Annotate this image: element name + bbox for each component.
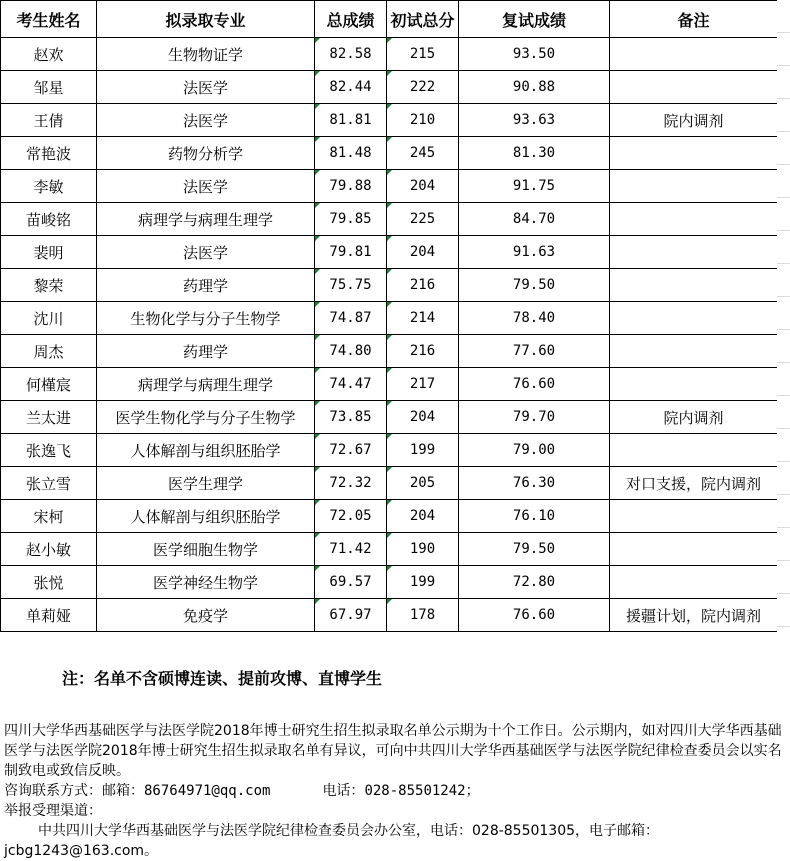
cell-remark bbox=[610, 533, 778, 566]
report-text: 中共四川大学华西基础医学与法医学院纪律检查委员会办公室，电话：028-85501305，电子邮箱： bbox=[38, 823, 660, 839]
cell-retest-score: 72.80 bbox=[459, 566, 610, 599]
cell-name: 黎荣 bbox=[1, 269, 97, 302]
table-row bbox=[1, 269, 778, 302]
cell-total-score: 67.97 bbox=[315, 599, 387, 632]
contact-label: 咨询联系方式：邮箱： bbox=[4, 783, 144, 799]
cell-name: 张悦 bbox=[1, 566, 97, 599]
cell-initial-score: 216 bbox=[387, 269, 459, 302]
cell-major: 生物化学与分子生物学 bbox=[97, 302, 315, 335]
cell-initial-score: 205 bbox=[387, 467, 459, 500]
cell-initial-score: 222 bbox=[387, 71, 459, 104]
cell-remark bbox=[610, 170, 778, 203]
table-row bbox=[1, 599, 778, 632]
cell-total-score: 72.32 bbox=[315, 467, 387, 500]
cell-initial-score: 178 bbox=[387, 599, 459, 632]
cell-retest-score: 84.70 bbox=[459, 203, 610, 236]
table-row bbox=[1, 302, 778, 335]
table-row bbox=[1, 104, 778, 137]
cell-initial-score: 245 bbox=[387, 137, 459, 170]
cell-major: 药理学 bbox=[97, 269, 315, 302]
cell-remark: 对口支援，院内调剂 bbox=[610, 467, 778, 500]
cell-remark bbox=[610, 335, 778, 368]
cell-major: 医学生物化学与分子生物学 bbox=[97, 401, 315, 434]
cell-name: 兰太进 bbox=[1, 401, 97, 434]
cell-remark bbox=[610, 38, 778, 71]
cell-major: 人体解剖与组织胚胎学 bbox=[97, 434, 315, 467]
table-row bbox=[1, 137, 778, 170]
cell-name: 何槿宸 bbox=[1, 368, 97, 401]
cell-remark: 援疆计划，院内调剂 bbox=[610, 599, 778, 632]
cell-name: 张逸飞 bbox=[1, 434, 97, 467]
cell-retest-score: 79.70 bbox=[459, 401, 610, 434]
cell-total-score: 79.81 bbox=[315, 236, 387, 269]
phone-label: 电话： bbox=[322, 783, 365, 799]
cell-remark bbox=[610, 302, 778, 335]
cell-major: 生物物证学 bbox=[97, 38, 315, 71]
cell-initial-score: 199 bbox=[387, 434, 459, 467]
table-body bbox=[1, 38, 778, 632]
cell-name: 张立雪 bbox=[1, 467, 97, 500]
cell-total-score: 73.85 bbox=[315, 401, 387, 434]
cell-total-score: 81.81 bbox=[315, 104, 387, 137]
cell-total-score: 81.48 bbox=[315, 137, 387, 170]
cell-name: 赵欢 bbox=[1, 38, 97, 71]
cell-name: 常艳波 bbox=[1, 137, 97, 170]
report-email[interactable]: jcbg1243@163.com。 bbox=[4, 843, 159, 859]
cell-retest-score: 79.00 bbox=[459, 434, 610, 467]
cell-major: 病理学与病理生理学 bbox=[97, 368, 315, 401]
cell-retest-score: 91.63 bbox=[459, 236, 610, 269]
cell-major: 法医学 bbox=[97, 71, 315, 104]
header-major: 拟录取专业 bbox=[97, 1, 315, 38]
cell-initial-score: 199 bbox=[387, 566, 459, 599]
sheet-gridlines bbox=[777, 0, 790, 632]
cell-major: 免疫学 bbox=[97, 599, 315, 632]
cell-major: 药物分析学 bbox=[97, 137, 315, 170]
cell-remark bbox=[610, 236, 778, 269]
cell-initial-score: 214 bbox=[387, 302, 459, 335]
cell-total-score: 82.58 bbox=[315, 38, 387, 71]
exclusion-note: 注：名单不含硕博连读、提前攻博、直博学生 bbox=[62, 669, 383, 688]
table-row bbox=[1, 566, 778, 599]
cell-retest-score: 90.88 bbox=[459, 71, 610, 104]
cell-major: 病理学与病理生理学 bbox=[97, 203, 315, 236]
table-row bbox=[1, 335, 778, 368]
cell-major: 医学生理学 bbox=[97, 467, 315, 500]
cell-remark: 院内调剂 bbox=[610, 104, 778, 137]
cell-name: 赵小敏 bbox=[1, 533, 97, 566]
cell-retest-score: 79.50 bbox=[459, 533, 610, 566]
cell-remark bbox=[610, 368, 778, 401]
cell-total-score: 82.44 bbox=[315, 71, 387, 104]
cell-name: 王倩 bbox=[1, 104, 97, 137]
report-label: 举报受理渠道： bbox=[4, 803, 102, 819]
header-name: 考生姓名 bbox=[1, 1, 97, 38]
cell-name: 宋柯 bbox=[1, 500, 97, 533]
cell-remark bbox=[610, 566, 778, 599]
table-row bbox=[1, 434, 778, 467]
contact-phone: 028-85501242； bbox=[364, 783, 480, 799]
announcement-paragraph: 四川大学华西基础医学与法医学院2018年博士研究生招生拟录取名单公示期为十个工作日。公示期内，如对四川大学华西基础医学与法医学院2018年博士研究生招生拟录取名单有异议，可向中共四川大学华西基础医学与法医学院纪律检查委员会以实名制致电或致信反映。 bbox=[4, 723, 782, 779]
cell-total-score: 71.42 bbox=[315, 533, 387, 566]
cell-total-score: 74.80 bbox=[315, 335, 387, 368]
cell-total-score: 72.67 bbox=[315, 434, 387, 467]
table-row bbox=[1, 38, 778, 71]
cell-name: 沈川 bbox=[1, 302, 97, 335]
cell-total-score: 69.57 bbox=[315, 566, 387, 599]
table-row bbox=[1, 368, 778, 401]
cell-retest-score: 76.30 bbox=[459, 467, 610, 500]
cell-remark: 院内调剂 bbox=[610, 401, 778, 434]
cell-retest-score: 77.60 bbox=[459, 335, 610, 368]
table-row bbox=[1, 170, 778, 203]
cell-name: 裴明 bbox=[1, 236, 97, 269]
table-row bbox=[1, 533, 778, 566]
cell-initial-score: 190 bbox=[387, 533, 459, 566]
header-total-score: 总成绩 bbox=[315, 1, 387, 38]
cell-remark bbox=[610, 434, 778, 467]
cell-retest-score: 79.50 bbox=[459, 269, 610, 302]
cell-initial-score: 204 bbox=[387, 500, 459, 533]
cell-major: 法医学 bbox=[97, 236, 315, 269]
header-retest-score: 复试成绩 bbox=[459, 1, 610, 38]
table-header-row bbox=[1, 1, 778, 38]
cell-retest-score: 76.60 bbox=[459, 599, 610, 632]
cell-name: 李敏 bbox=[1, 170, 97, 203]
cell-retest-score: 93.63 bbox=[459, 104, 610, 137]
table-row bbox=[1, 467, 778, 500]
cell-name: 周杰 bbox=[1, 335, 97, 368]
header-remark: 备注 bbox=[610, 1, 778, 38]
cell-name: 单莉娅 bbox=[1, 599, 97, 632]
contact-line bbox=[4, 781, 790, 801]
announcement-block bbox=[4, 721, 790, 861]
table-row bbox=[1, 71, 778, 104]
cell-initial-score: 216 bbox=[387, 335, 459, 368]
contact-email[interactable]: 86764971@qq.com bbox=[144, 783, 271, 799]
cell-name: 苗峻铭 bbox=[1, 203, 97, 236]
cell-total-score: 74.47 bbox=[315, 368, 387, 401]
table-row bbox=[1, 203, 778, 236]
header-initial-score: 初试总分 bbox=[387, 1, 459, 38]
cell-remark bbox=[610, 203, 778, 236]
cell-retest-score: 76.60 bbox=[459, 368, 610, 401]
cell-major: 医学神经生物学 bbox=[97, 566, 315, 599]
cell-retest-score: 81.30 bbox=[459, 137, 610, 170]
cell-major: 法医学 bbox=[97, 170, 315, 203]
cell-initial-score: 215 bbox=[387, 38, 459, 71]
cell-remark bbox=[610, 269, 778, 302]
cell-remark bbox=[610, 500, 778, 533]
cell-total-score: 72.05 bbox=[315, 500, 387, 533]
cell-initial-score: 204 bbox=[387, 170, 459, 203]
cell-major: 药理学 bbox=[97, 335, 315, 368]
cell-total-score: 75.75 bbox=[315, 269, 387, 302]
cell-retest-score: 78.40 bbox=[459, 302, 610, 335]
cell-retest-score: 91.75 bbox=[459, 170, 610, 203]
table-row bbox=[1, 500, 778, 533]
cell-major: 法医学 bbox=[97, 104, 315, 137]
cell-initial-score: 225 bbox=[387, 203, 459, 236]
cell-initial-score: 210 bbox=[387, 104, 459, 137]
cell-retest-score: 76.10 bbox=[459, 500, 610, 533]
cell-initial-score: 204 bbox=[387, 401, 459, 434]
cell-initial-score: 204 bbox=[387, 236, 459, 269]
cell-remark bbox=[610, 137, 778, 170]
cell-retest-score: 93.50 bbox=[459, 38, 610, 71]
cell-total-score: 74.87 bbox=[315, 302, 387, 335]
cell-major: 人体解剖与组织胚胎学 bbox=[97, 500, 315, 533]
table-row bbox=[1, 401, 778, 434]
cell-major: 医学细胞生物学 bbox=[97, 533, 315, 566]
cell-total-score: 79.85 bbox=[315, 203, 387, 236]
cell-total-score: 79.88 bbox=[315, 170, 387, 203]
cell-remark bbox=[610, 71, 778, 104]
cell-name: 邹星 bbox=[1, 71, 97, 104]
table-row bbox=[1, 236, 778, 269]
cell-initial-score: 217 bbox=[387, 368, 459, 401]
